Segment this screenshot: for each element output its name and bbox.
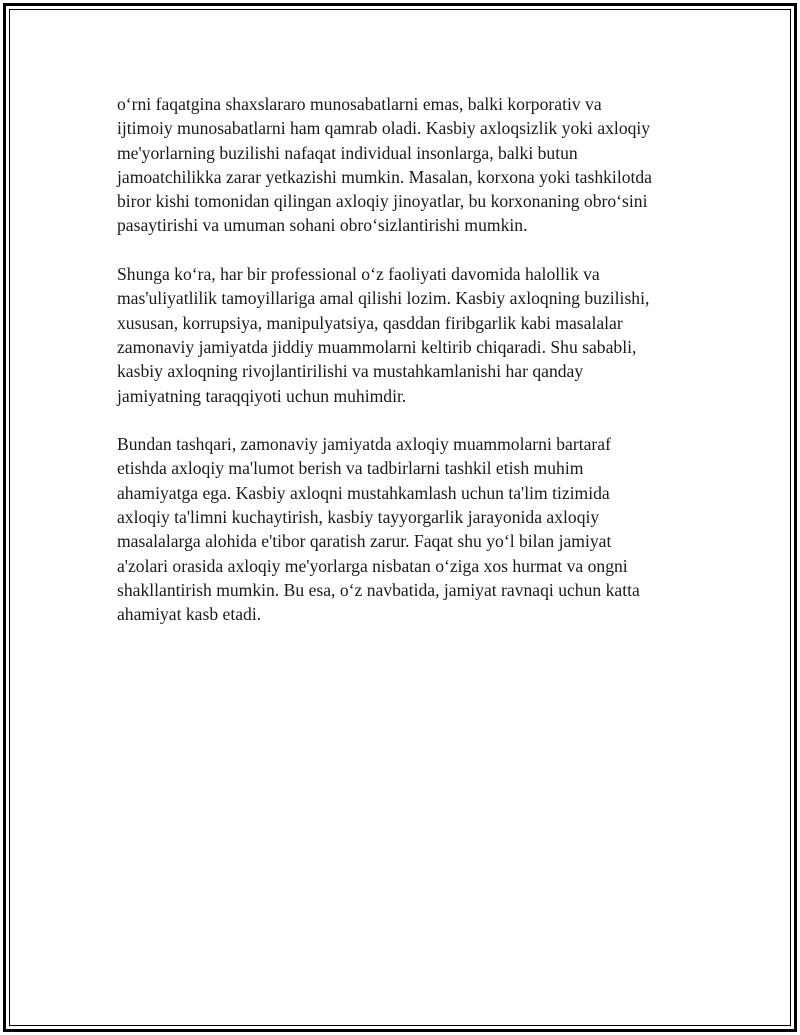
text-line: etishda axloqiy ma'lumot berish va tadbirlarni tashkil etish muhim xyxy=(117,458,584,479)
paragraph-2 xyxy=(117,262,687,408)
document-body xyxy=(117,92,687,651)
text-line: Bundan tashqari, zamonaviy jamiyatda axloqiy muammolarni bartaraf xyxy=(117,434,611,455)
text-line: ahamiyatga ega. Kasbiy axloqni mustahkamlash uchun ta'lim tizimida xyxy=(117,482,610,503)
text-line: mas'uliyatlilik tamoyillariga amal qilishi lozim. Kasbiy axloqning buzilishi, xyxy=(117,288,650,309)
text-line: shakllantirish mumkin. Bu esa, o‘z navbatida, jamiyat ravnaqi uchun katta xyxy=(117,579,640,600)
text-line: ijtimoiy munosabatlarni ham qamrab oladi. Kasbiy axloqsizlik yoki axloqiy xyxy=(117,118,651,139)
text-line: masalalarga alohida e'tibor qaratish zarur. Faqat shu yo‘l bilan jamiyat xyxy=(117,531,612,552)
text-line: ahamiyat kasb etadi. xyxy=(117,604,262,625)
text-line: pasaytirishi va umuman sohani obro‘sizlantirishi mumkin. xyxy=(117,215,528,236)
paragraph-3 xyxy=(117,432,687,626)
text-line: axloqiy ta'limni kuchaytirish, kasbiy tayyorgarlik jarayonida axloqiy xyxy=(117,507,600,528)
text-line: a'zolari orasida axloqiy me'yorlarga nisbatan o‘ziga xos hurmat va ongni xyxy=(117,555,628,576)
text-line: me'yorlarning buzilishi nafaqat individual insonlarga, balki butun xyxy=(117,142,578,163)
text-line: biror kishi tomonidan qilingan axloqiy jinoyatlar, bu korxonaning obro‘sini xyxy=(117,191,648,212)
text-line: Shunga ko‘ra, har bir professional o‘z faoliyati davomida halollik va xyxy=(117,264,600,285)
text-line: zamonaviy jamiyatda jiddiy muammolarni keltirib chiqaradi. Shu sababli, xyxy=(117,336,637,357)
text-line: jamiyatning taraqqiyoti uchun muhimdir. xyxy=(117,385,407,406)
text-line: kasbiy axloqning rivojlantirilishi va mustahkamlanishi har qanday xyxy=(117,361,584,382)
text-line: jamoatchilikka zarar yetkazishi mumkin. Masalan, korxona yoki tashkilotda xyxy=(117,166,652,187)
paragraph-1 xyxy=(117,92,687,238)
text-line: o‘rni faqatgina shaxslararo munosabatlarni emas, balki korporativ va xyxy=(117,94,602,114)
text-line: xususan, korrupsiya, manipulyatsiya, qasddan firibgarlik kabi masalalar xyxy=(117,312,623,333)
